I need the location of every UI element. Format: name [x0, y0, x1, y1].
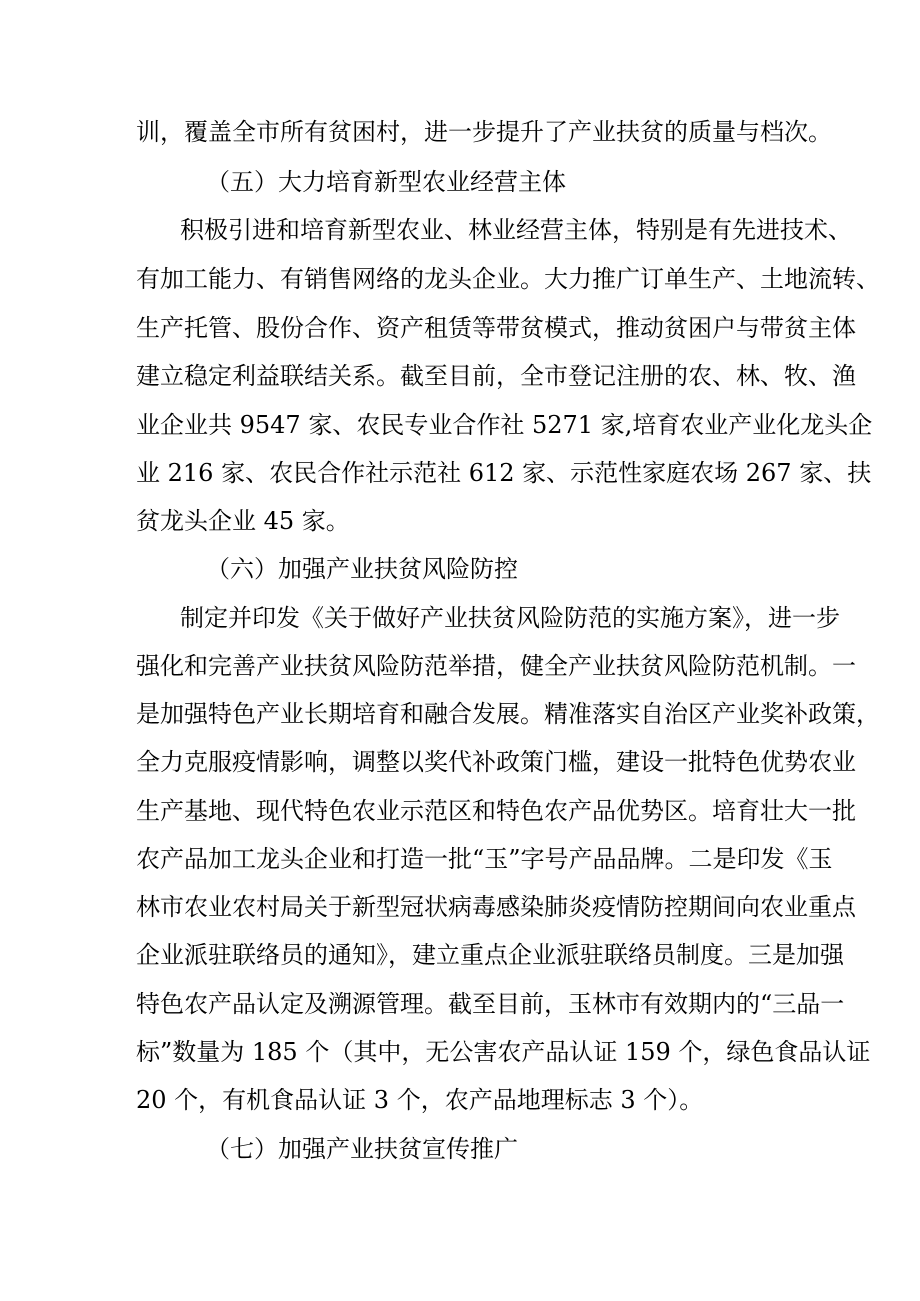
paragraph-line: 训，覆盖全市所有贫困村，进一步提升了产业扶贫的质量与档次。 [136, 118, 832, 146]
paragraph-line: 贫龙头企业 45 家。 [136, 507, 350, 535]
paragraph-line: 标”数量为 185 个（其中，无公害农产品认证 159 个，绿色食品认证 [136, 1038, 871, 1066]
paragraph-line: 生产基地、现代特色农业示范区和特色农产品优势区。培育壮大一批 [136, 797, 856, 825]
paragraph-line: 建立稳定利益联结关系。截至目前，全市登记注册的农、林、牧、渔 [136, 362, 856, 390]
paragraph-line: 业企业共 9547 家、农民专业合作社 5271 家,培育农业产业化龙头企 [136, 411, 873, 439]
paragraph-line: 积极引进和培育新型农业、林业经营主体，特别是有先进技术、 [180, 216, 852, 244]
paragraph-line: 强化和完善产业扶贫风险防范举措，健全产业扶贫风险防范机制。一 [136, 652, 856, 680]
section-heading: （六）加强产业扶贫风险防控 [206, 555, 518, 583]
paragraph-line: 业 216 家、农民合作社示范社 612 家、示范性家庭农场 267 家、扶 [136, 459, 872, 487]
paragraph-line: 有加工能力、有销售网络的龙头企业。大力推广订单生产、土地流转、 [136, 265, 880, 293]
paragraph-line: 是加强特色产业长期培育和融合发展。精准落实自治区产业奖补政策， [136, 700, 880, 728]
paragraph-line: 制定并印发《关于做好产业扶贫风险防范的实施方案》，进一步 [180, 604, 840, 632]
paragraph-line: 企业派驻联络员的通知》，建立重点企业派驻联络员制度。三是加强 [136, 941, 844, 969]
paragraph-line: 生产托管、股份合作、资产租赁等带贫模式，推动贫困户与带贫主体 [136, 314, 856, 342]
paragraph-line: 全力克服疫情影响，调整以奖代补政策门槛，建设一批特色优势农业 [136, 748, 856, 776]
paragraph-line: 特色农产品认定及溯源管理。截至目前，玉林市有效期内的“三品一 [136, 990, 845, 1018]
section-heading: （五）大力培育新型农业经营主体 [206, 168, 566, 196]
paragraph-line: 农产品加工龙头企业和打造一批“玉”字号产品品牌。二是印发《玉 [136, 845, 833, 873]
paragraph-line: 20 个，有机食品认证 3 个，农产品地理标志 3 个）。 [136, 1086, 704, 1114]
paragraph-line: 林市农业农村局关于新型冠状病毒感染肺炎疫情防控期间向农业重点 [136, 893, 856, 921]
section-heading: （七）加强产业扶贫宣传推广 [206, 1135, 518, 1163]
